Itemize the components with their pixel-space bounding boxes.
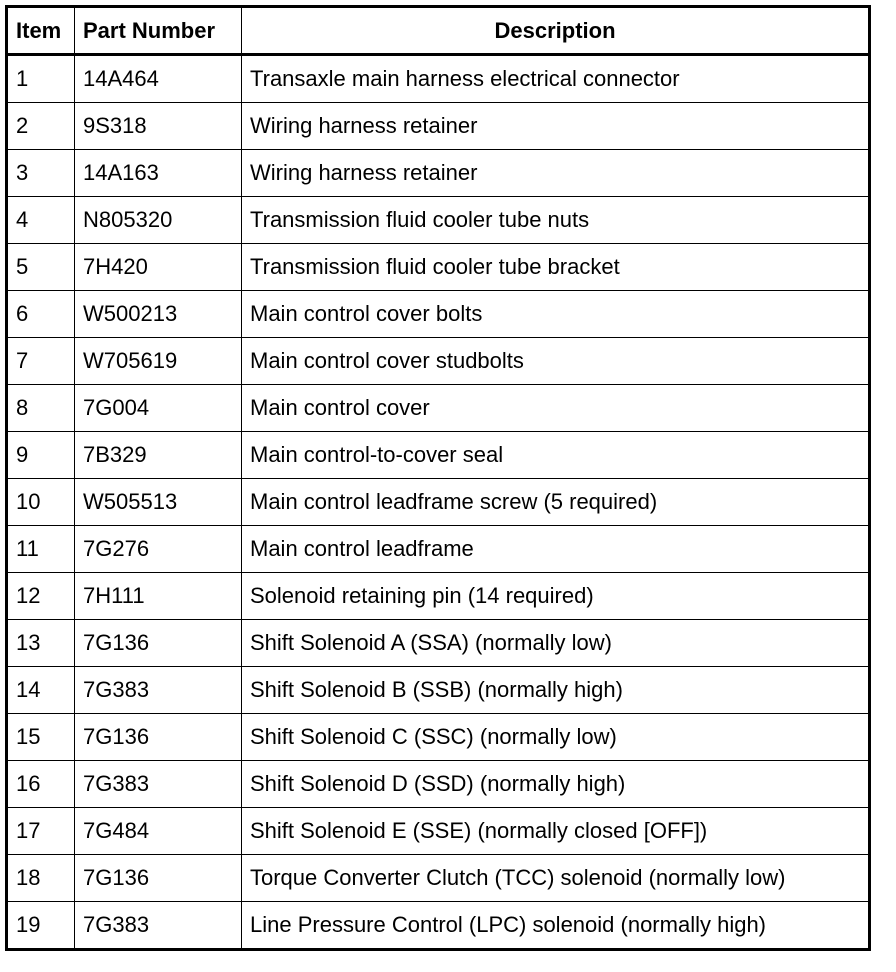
table-row bbox=[7, 902, 870, 950]
cell-description: Main control cover bolts bbox=[242, 291, 870, 338]
cell-description: Shift Solenoid E (SSE) (normally closed [OFF]) bbox=[242, 808, 870, 855]
cell-description: Line Pressure Control (LPC) solenoid (normally high) bbox=[242, 902, 870, 950]
table-row bbox=[7, 714, 870, 761]
table-row bbox=[7, 526, 870, 573]
table-row bbox=[7, 103, 870, 150]
cell-item: 6 bbox=[7, 291, 75, 338]
cell-part-number: N805320 bbox=[75, 197, 242, 244]
cell-item: 5 bbox=[7, 244, 75, 291]
cell-description: Torque Converter Clutch (TCC) solenoid (normally low) bbox=[242, 855, 870, 902]
cell-part-number: 7G484 bbox=[75, 808, 242, 855]
cell-description: Transmission fluid cooler tube nuts bbox=[242, 197, 870, 244]
cell-item: 16 bbox=[7, 761, 75, 808]
cell-item: 9 bbox=[7, 432, 75, 479]
cell-description: Main control cover studbolts bbox=[242, 338, 870, 385]
cell-item: 4 bbox=[7, 197, 75, 244]
table-row bbox=[7, 667, 870, 714]
table-row bbox=[7, 761, 870, 808]
table-row bbox=[7, 197, 870, 244]
cell-part-number: 9S318 bbox=[75, 103, 242, 150]
cell-part-number: 7G004 bbox=[75, 385, 242, 432]
parts-table bbox=[5, 5, 871, 951]
cell-item: 15 bbox=[7, 714, 75, 761]
cell-part-number: 7G383 bbox=[75, 761, 242, 808]
table-row bbox=[7, 291, 870, 338]
table-row bbox=[7, 855, 870, 902]
cell-description: Main control leadframe screw (5 required) bbox=[242, 479, 870, 526]
cell-description: Main control leadframe bbox=[242, 526, 870, 573]
table-row bbox=[7, 244, 870, 291]
cell-item: 19 bbox=[7, 902, 75, 950]
table-row bbox=[7, 620, 870, 667]
cell-part-number: 14A163 bbox=[75, 150, 242, 197]
cell-part-number: 7G136 bbox=[75, 855, 242, 902]
cell-description: Solenoid retaining pin (14 required) bbox=[242, 573, 870, 620]
table-body bbox=[7, 55, 870, 950]
cell-description: Transmission fluid cooler tube bracket bbox=[242, 244, 870, 291]
cell-item: 17 bbox=[7, 808, 75, 855]
cell-item: 13 bbox=[7, 620, 75, 667]
cell-description: Main control-to-cover seal bbox=[242, 432, 870, 479]
cell-item: 1 bbox=[7, 55, 75, 103]
cell-item: 10 bbox=[7, 479, 75, 526]
cell-part-number: 7G136 bbox=[75, 714, 242, 761]
cell-description: Shift Solenoid A (SSA) (normally low) bbox=[242, 620, 870, 667]
cell-part-number: 7G383 bbox=[75, 667, 242, 714]
cell-description: Wiring harness retainer bbox=[242, 150, 870, 197]
cell-part-number: W705619 bbox=[75, 338, 242, 385]
cell-part-number: 7H420 bbox=[75, 244, 242, 291]
cell-item: 14 bbox=[7, 667, 75, 714]
cell-part-number: 7G383 bbox=[75, 902, 242, 950]
table-row bbox=[7, 432, 870, 479]
table-row bbox=[7, 55, 870, 103]
table-row bbox=[7, 385, 870, 432]
header-item: Item bbox=[7, 7, 75, 55]
cell-part-number: W500213 bbox=[75, 291, 242, 338]
cell-part-number: W505513 bbox=[75, 479, 242, 526]
cell-part-number: 7H111 bbox=[75, 573, 242, 620]
cell-description: Transaxle main harness electrical connector bbox=[242, 55, 870, 103]
cell-part-number: 7G136 bbox=[75, 620, 242, 667]
table-row bbox=[7, 808, 870, 855]
cell-description: Shift Solenoid D (SSD) (normally high) bbox=[242, 761, 870, 808]
cell-part-number: 7B329 bbox=[75, 432, 242, 479]
header-part-number: Part Number bbox=[75, 7, 242, 55]
cell-item: 3 bbox=[7, 150, 75, 197]
table-header-row bbox=[7, 7, 870, 55]
cell-item: 18 bbox=[7, 855, 75, 902]
cell-part-number: 14A464 bbox=[75, 55, 242, 103]
cell-description: Main control cover bbox=[242, 385, 870, 432]
header-description: Description bbox=[242, 7, 870, 55]
table-row bbox=[7, 150, 870, 197]
cell-item: 11 bbox=[7, 526, 75, 573]
table-row bbox=[7, 338, 870, 385]
cell-part-number: 7G276 bbox=[75, 526, 242, 573]
cell-item: 2 bbox=[7, 103, 75, 150]
cell-description: Wiring harness retainer bbox=[242, 103, 870, 150]
table-row bbox=[7, 573, 870, 620]
cell-item: 12 bbox=[7, 573, 75, 620]
table-row bbox=[7, 479, 870, 526]
cell-description: Shift Solenoid B (SSB) (normally high) bbox=[242, 667, 870, 714]
cell-item: 8 bbox=[7, 385, 75, 432]
cell-description: Shift Solenoid C (SSC) (normally low) bbox=[242, 714, 870, 761]
cell-item: 7 bbox=[7, 338, 75, 385]
